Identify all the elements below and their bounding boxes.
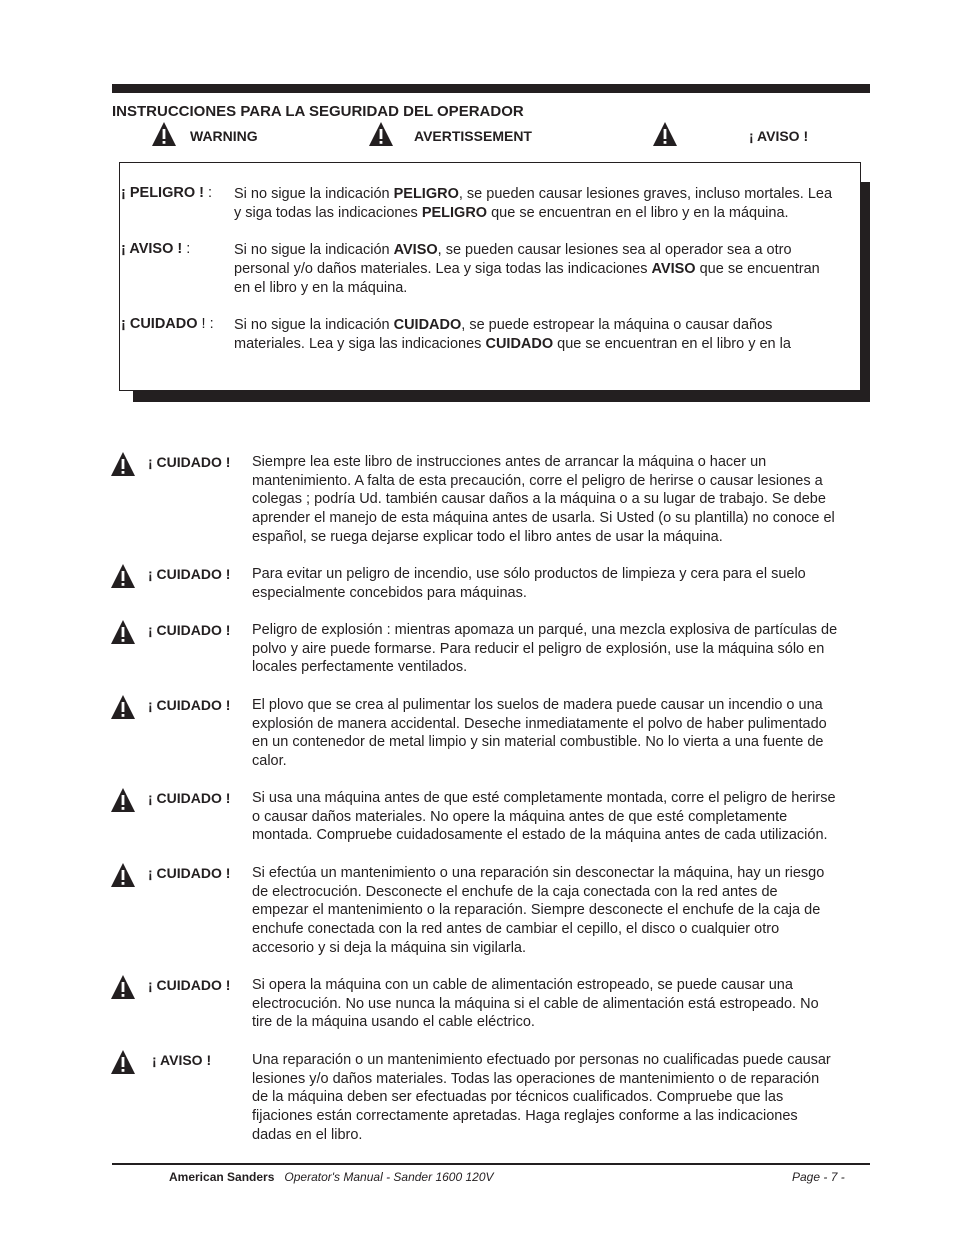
item-text-line: tire de la máquina usando el cable eléctrico. <box>252 1014 535 1031</box>
item-text-line: o causar daños materiales. No opere la máquina antes de que esté completamente <box>252 808 788 825</box>
footer-manual-info <box>169 1170 494 1184</box>
item-text-line: fijaciones están correctamente apretadas. Haga reglajes conforme a las indicaciones <box>252 1108 798 1125</box>
section-heading: INSTRUCCIONES PARA LA SEGURIDAD DEL OPERADOR <box>112 103 524 120</box>
warning-label: WARNING <box>190 128 258 144</box>
warning-triangle-icon <box>652 121 678 147</box>
item-text-line: colegas ; podría Ud. también causar daños a la máquina o a su lugar de trabajo. Se debe <box>252 491 826 508</box>
warning-triangle-icon <box>110 862 136 888</box>
item-text-line: español, se ruega dejarse explicar todo el libro antes de usar la máquina. <box>252 528 723 545</box>
item-text-line: Para evitar un peligro de incendio, use sólo productos de limpieza y cera para el suelo <box>252 566 806 582</box>
item-text-line: mantenimiento. A falta de esta precaución, corre el peligro de herirse o causar lesiones a <box>252 472 823 489</box>
definition-text-line: personal y/o daños materiales. Lea y siga todas las indicaciones AVISO que se encuentran <box>234 261 820 277</box>
top-rule <box>112 84 870 93</box>
footer-brand: American Sanders <box>169 1170 275 1184</box>
item-text-line: de electrocución. Desconecte el enchufe de la caja conectada con la red antes de <box>252 883 778 900</box>
item-text-line: El plovo que se crea al pulimentar los suelos de madera puede causar un incendio o una <box>252 697 823 713</box>
item-warning-label: ¡ CUIDADO ! <box>148 790 231 806</box>
definition-term <box>121 316 214 332</box>
definition-term-suffix: : <box>203 185 213 201</box>
item-warning-label: ¡ AVISO ! <box>152 1052 212 1068</box>
item-text-line: Si usa una máquina antes de que esté completamente montada, corre el peligro de herirse <box>252 790 836 806</box>
warning-triangle-icon <box>110 694 136 720</box>
item-text-line: dadas en el libro. <box>252 1126 363 1143</box>
item-text-line: locales perfectamente ventilados. <box>252 659 468 676</box>
warning-triangle-icon <box>151 121 177 147</box>
definition-text-line: en el libro y en la máquina. <box>234 280 408 296</box>
item-text-line: electrocución. No use nunca la máquina si el cable de alimentación está estropeado. No <box>252 995 819 1012</box>
warning-triangle-icon <box>110 563 136 589</box>
item-text-line: en un contenedor de metal limpio y sin material combustible. No lo vierta a una fuente de <box>252 734 824 751</box>
definition-term-label: ¡ AVISO ! <box>121 241 183 257</box>
item-warning-label: ¡ CUIDADO ! <box>148 454 231 470</box>
item-text-line: enchufe conectada con la red antes de cambiar el cepillo, el disco o cualquier otro <box>252 921 780 938</box>
item-warning-label: ¡ CUIDADO ! <box>148 622 231 638</box>
definition-text-line: Si no sigue la indicación CUIDADO, se puede estropear la máquina o causar daños <box>234 317 773 333</box>
item-warning-label: ¡ CUIDADO ! <box>148 865 231 881</box>
item-text-line: accesorio y si deja la máquina sin vigilarla. <box>252 939 527 956</box>
definition-term-suffix: : <box>182 241 191 257</box>
definition-text-line: Si no sigue la indicación PELIGRO, se pueden causar lesiones graves, incluso mortales. Lea <box>234 186 833 202</box>
item-text-line: montada. Compruebe cuidadosamente el estado de la máquina antes de cada utilización. <box>252 827 828 844</box>
warning-triangle-icon <box>110 787 136 813</box>
avertissement-label: AVERTISSEMENT <box>414 128 532 144</box>
definition-text-line: y siga todas las indicaciones PELIGRO que se encuentran en el libro y en la máquina. <box>234 205 789 221</box>
item-warning-label: ¡ CUIDADO ! <box>148 977 231 993</box>
item-text-line: lesiones y/o daños materiales. Todas las operaciones de mantenimiento o de reparación <box>252 1070 820 1087</box>
warning-triangle-icon <box>368 121 394 147</box>
footer-manual: Operator's Manual - Sander 1600 120V <box>284 1170 494 1184</box>
warning-triangle-icon <box>110 1049 136 1075</box>
definition-text-line: materiales. Lea y siga las indicaciones CUIDADO que se encuentran en el libro y en la <box>234 336 791 352</box>
item-text-line: Siempre lea este libro de instrucciones antes de arrancar la máquina o hacer un <box>252 454 767 470</box>
item-text-line: Una reparación o un mantenimiento efectuado por personas no cualificadas puede causar <box>252 1052 831 1068</box>
definition-term-label: ¡ PELIGRO ! <box>121 185 204 201</box>
definition-term <box>121 241 190 257</box>
item-warning-label: ¡ CUIDADO ! <box>148 697 231 713</box>
definition-term <box>121 185 212 201</box>
warning-triangle-icon <box>110 619 136 645</box>
page-number: Page - 7 - <box>792 1170 845 1184</box>
item-text-line: Peligro de explosión : mientras apomaza un parqué, una mezcla explosiva de partículas de <box>252 622 838 638</box>
item-text-line: explosión de manera accidental. Deseche inmediatamente el polvo de haber pulimentado <box>252 715 827 732</box>
item-text-line: empezar el mantenimiento o la reparación. Siempre desconecte el enchufe de la caja de <box>252 902 821 919</box>
warning-triangle-icon <box>110 974 136 1000</box>
item-text-line: de la máquina deben ser efectuadas por técnicos cualificados. Compruebe que las <box>252 1089 784 1106</box>
warning-triangle-icon <box>110 451 136 477</box>
aviso-label: ¡ AVISO ! <box>749 128 809 144</box>
footer-rule <box>112 1163 870 1165</box>
item-text-line: especialmente concebidos para máquinas. <box>252 584 527 601</box>
definition-term-label: ¡ CUIDADO <box>121 316 198 332</box>
item-warning-label: ¡ CUIDADO ! <box>148 566 231 582</box>
definition-text-line: Si no sigue la indicación AVISO, se pueden causar lesiones sea al operador sea a otro <box>234 242 792 258</box>
item-text-line: aprender el manejo de esta máquina antes de usarla. Si Usted (o su plantilla) no conoce el <box>252 510 835 527</box>
item-text-line: Si opera la máquina con un cable de alimentación estropeado, se puede causar una <box>252 977 793 993</box>
item-text-line: Si efectúa un mantenimiento o una reparación sin desconectar la máquina, hay un riesgo <box>252 865 825 881</box>
item-text-line: calor. <box>252 753 287 770</box>
definition-term-suffix: ! : <box>197 316 214 332</box>
item-text-line: polvo y aire puede formarse. Para reducir el peligro de explosión, use la máquina sólo en <box>252 640 825 657</box>
footer-page-number <box>792 1170 845 1184</box>
